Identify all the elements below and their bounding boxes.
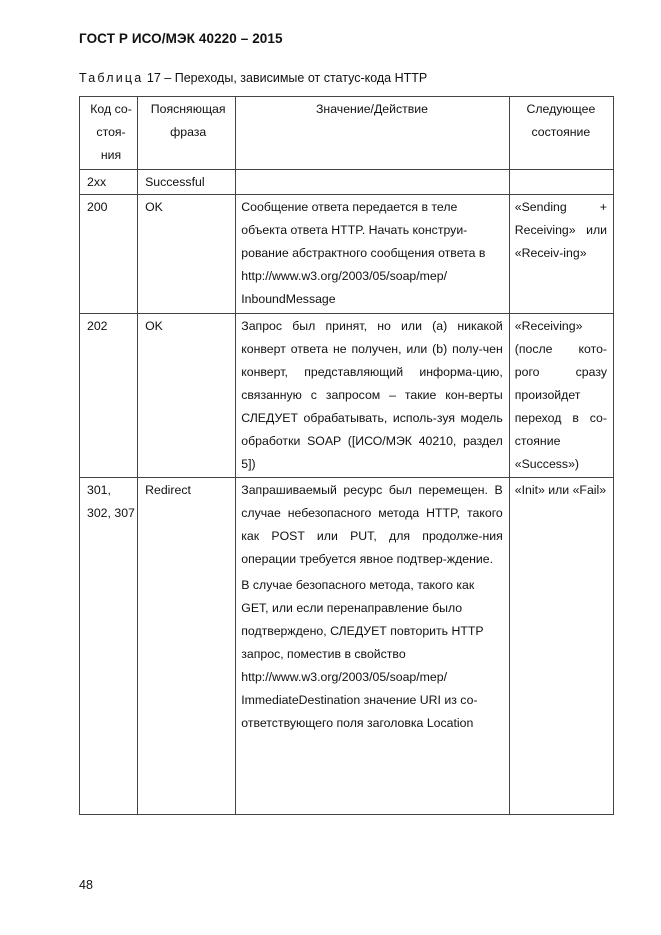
table-caption	[79, 71, 427, 85]
cell-next: «Sending + Receiving» или «Receiv-ing»	[509, 195, 613, 314]
cell-action-paragraph: В случае безопасного метода, такого как GET, или если перенаправление было подтверждено, СЛЕДУЕТ повторить HTTP запрос, поместив в свойство http://www.w3.org/2003/05/soap/mep/ ImmediateDestination значение URI из со-ответствующего поля заголовка Location	[241, 578, 484, 730]
header-status-code: Код со-стоя-ния	[80, 97, 138, 170]
table-caption-text: 17 – Переходы, зависимые от статус-кода HTTP	[146, 71, 428, 85]
cell-action-paragraph: Запрашиваемый ресурс был перемещен. В случае небезопасного метода HTTP, такого как POST или PUT, для продолже-ния операции требуется явное подтвер-ждение.	[241, 483, 503, 566]
cell-action: Запрос был принят, но или (a) никакой конверт ответа не получен, или (b) полу-чен конверт, представляющий информа-цию, связанную с запросом – такие кон-верты СЛЕДУЕТ обрабатывать, исполь-зуя модель обработки SOAP ([ИСО/МЭК 40210, раздел 5])	[236, 314, 510, 478]
table-row	[80, 478, 614, 815]
table-caption-label: Таблица	[79, 71, 144, 85]
header-phrase: Поясняющая фраза	[138, 97, 236, 170]
header-action: Значение/Действие	[236, 97, 510, 170]
header-next-state: Следующее состояние	[509, 97, 613, 170]
cell-phrase: Redirect	[138, 478, 236, 815]
document-header: ГОСТ Р ИСО/МЭК 40220 – 2015	[79, 31, 283, 46]
cell-code: 2xx	[80, 170, 138, 195]
cell-code: 202	[80, 314, 138, 478]
table-row	[80, 195, 614, 314]
cell-phrase: OK	[138, 195, 236, 314]
table-header-row	[80, 97, 614, 170]
cell-code: 200	[80, 195, 138, 314]
cell-next: «Init» или «Fail»	[509, 478, 613, 815]
cell-phrase: OK	[138, 314, 236, 478]
cell-phrase: Successful	[138, 170, 236, 195]
status-transitions-table	[79, 96, 614, 815]
cell-action	[236, 478, 510, 815]
cell-next	[509, 170, 613, 195]
page-number: 48	[79, 878, 93, 892]
cell-action: Сообщение ответа передается в теле объекта ответа HTTP. Начать конструи-рование абстрактного сообщения ответа в http://www.w3.org/2003/05/soap/mep/ InboundMessage	[236, 195, 510, 314]
table-row	[80, 314, 614, 478]
table-row	[80, 170, 614, 195]
cell-code: 301, 302, 307	[80, 478, 138, 815]
cell-next: «Receiving» (после кото-рого сразу произойдет переход в со-стояние «Success»)	[509, 314, 613, 478]
cell-action	[236, 170, 510, 195]
